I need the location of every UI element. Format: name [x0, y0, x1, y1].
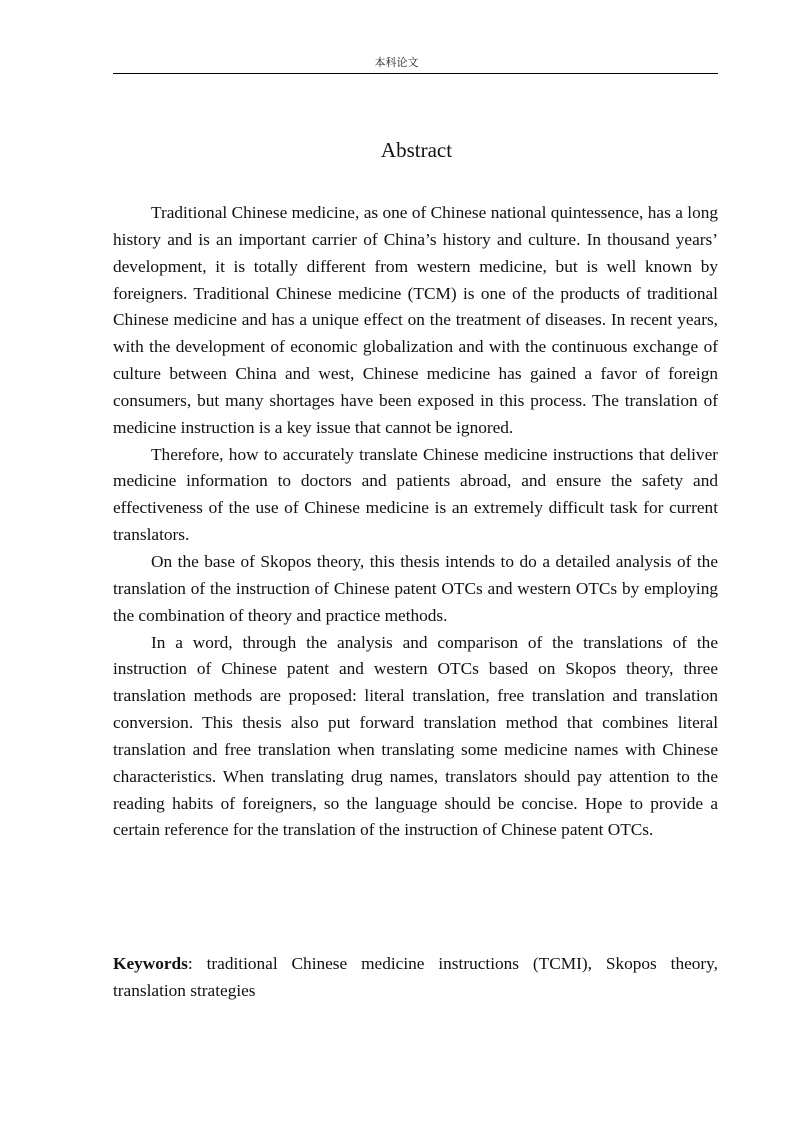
- abstract-paragraph-4: In a word, through the analysis and comparison of the translations of the instruction of Chinese patent and western OTCs based on Skopos theory, three translation methods are proposed: literal translation, free translation and translation conversion. This thesis also put forward translation method that combines literal translation and free translation when translating some medicine names with Chinese characteristics. When translating drug names, translators should pay attention to the reading habits of foreigners, so the language should be concise. Hope to provide a certain reference for the translation of the instruction of Chinese patent OTCs.: [113, 632, 718, 840]
- abstract-body: [113, 200, 718, 844]
- abstract-paragraph-2: Therefore, how to accurately translate Chinese medicine instructions that deliver medicine information to doctors and patients abroad, and ensure the safety and effectiveness of the use of Chinese medicine is an extremely difficult task for current translators.: [113, 444, 718, 545]
- header-rule: [113, 73, 718, 74]
- abstract-paragraph-1: Traditional Chinese medicine, as one of Chinese national quintessence, has a long history and is an important carrier of China’s history and culture. In thousand years’ development, it is totally different from western medicine, but is well known by foreigners. Traditional Chinese medicine (TCM) is one of the products of traditional Chinese medicine and has a unique effect on the treatment of diseases. In recent years, with the development of economic globalization and with the continuous exchange of culture between China and west, Chinese medicine has gained a favor of foreign consumers, but many shortages have been exposed in this process. The translation of medicine instruction is a key issue that cannot be ignored.: [113, 203, 718, 437]
- abstract-paragraph-3: On the base of Skopos theory, this thesis intends to do a detailed analysis of the translation of the instruction of Chinese patent OTCs and western OTCs by employing the combination of theory and practice methods.: [113, 551, 718, 625]
- keywords-text: : traditional Chinese medicine instructions (TCMI), Skopos theory, translation strategies: [113, 954, 718, 1000]
- keywords-label: Keywords: [113, 954, 188, 973]
- abstract-title: Abstract: [380, 138, 453, 162]
- running-header: 本科论文: [374, 56, 419, 69]
- keywords-line: [113, 951, 718, 1005]
